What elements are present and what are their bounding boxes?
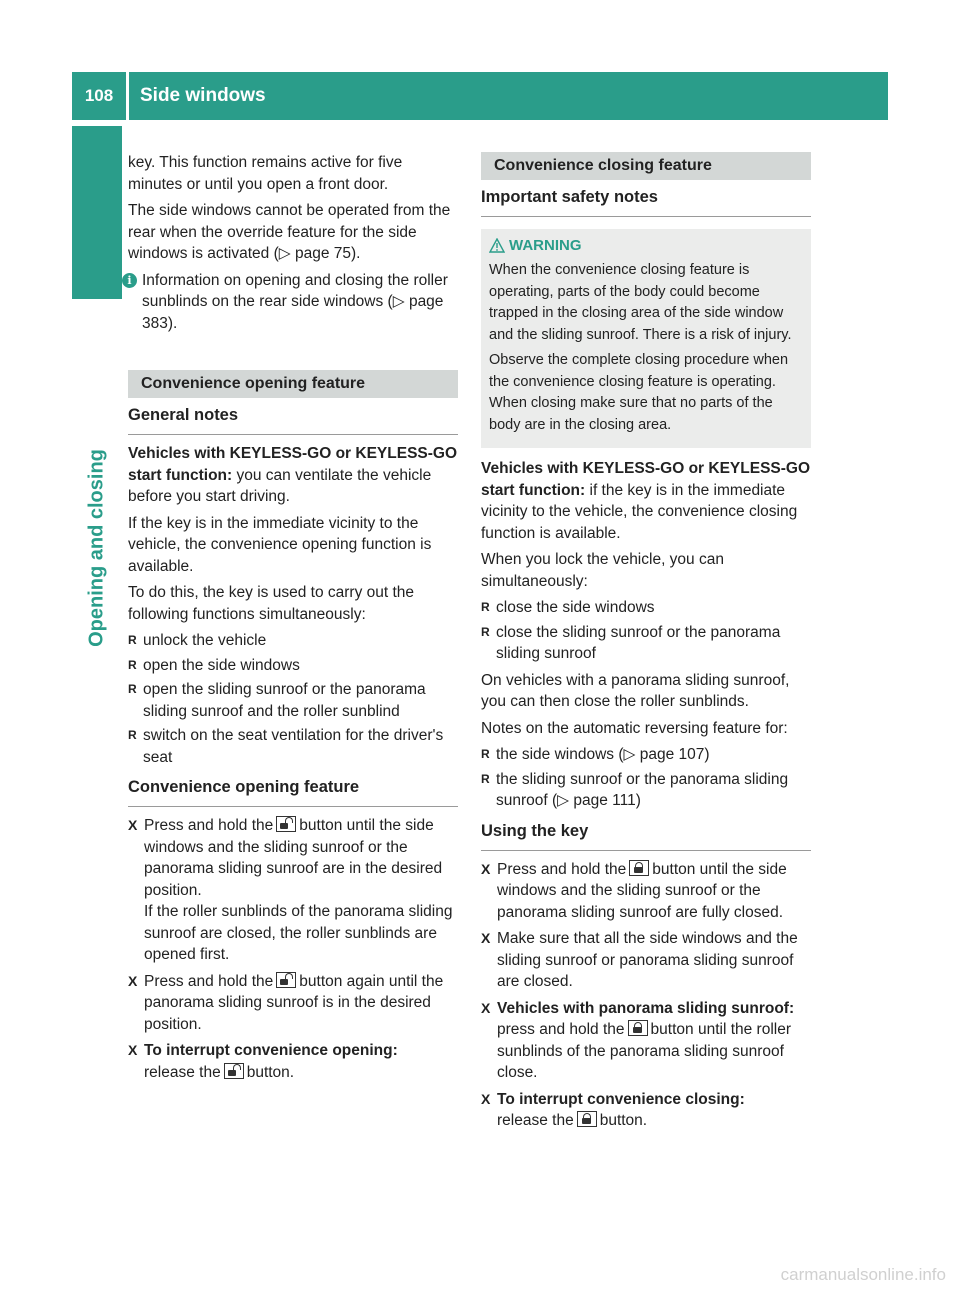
step-text: Press and hold the bbox=[144, 972, 274, 990]
warning-label: WARNING bbox=[509, 237, 582, 254]
watermark: carmanualsonline.info bbox=[780, 1265, 946, 1284]
intro-paragraph: key. This function remains active for five minutes or until you open a front door. bbox=[128, 154, 403, 193]
step-text: button until the side windows and the sliding sunroof or the panorama sliding sunroof are fully closed. bbox=[497, 860, 787, 921]
step-text: button until the roller sunblinds of the panorama sliding sunroof close. bbox=[497, 1021, 791, 1081]
keyless-text: if the key is in the immediate vicinity to the vehicle, the convenience closing function is available. bbox=[481, 481, 798, 542]
todo-paragraph: To do this, the key is used to carry out the following functions simultaneously: bbox=[128, 584, 415, 623]
list-item: R close the sliding sunroof or the panorama sliding sunroof bbox=[481, 622, 811, 665]
list-item: R the side windows (▷ page 107) bbox=[481, 744, 811, 766]
step-marker: X bbox=[481, 1090, 491, 1107]
step-text: Press and hold the bbox=[144, 817, 274, 834]
panorama-paragraph: On vehicles with a panorama sliding sunroof, you can then close the roller sunblinds. bbox=[481, 671, 790, 710]
safety-notes-heading: Important safety notes bbox=[481, 188, 811, 217]
keyless-bold: Vehicles with KEYLESS-GO or KEYLESS-GO start function: bbox=[481, 460, 811, 499]
step-text: button. bbox=[599, 1112, 648, 1129]
unlock-icon bbox=[276, 816, 296, 832]
info-note bbox=[128, 270, 458, 335]
list-item: R open the sliding sunroof or the panorama sliding sunroof and the roller sunblind bbox=[128, 679, 458, 722]
chapter-tab-block bbox=[72, 126, 122, 299]
warning-box bbox=[481, 229, 811, 448]
lock-paragraph: When you lock the vehicle, you can simultaneously: bbox=[481, 551, 724, 590]
closing-step-2 bbox=[481, 928, 811, 993]
step-bold: Vehicles with panorama sliding sunroof: bbox=[497, 999, 795, 1017]
right-column bbox=[481, 152, 811, 1137]
page-title: Side windows bbox=[140, 85, 266, 106]
step-text: release the bbox=[497, 1112, 574, 1129]
step-text: button again until the panorama sliding sunroof is in the desired position. bbox=[144, 972, 444, 1033]
step-note: If the roller sunblinds of the panorama sliding sunroof are closed, the roller sunblinds are opened first. bbox=[144, 903, 453, 963]
step-text: button until the side windows and the sliding sunroof or the panorama sliding sunroof are in the desired position. bbox=[144, 817, 443, 899]
lock-icon bbox=[629, 860, 649, 876]
list-item: R open the side windows bbox=[128, 655, 458, 677]
closing-step-3 bbox=[481, 998, 811, 1084]
page-header bbox=[72, 72, 888, 120]
using-key-heading: Using the key bbox=[481, 822, 811, 851]
section-heading-opening: Convenience opening feature bbox=[128, 370, 458, 398]
reversing-list bbox=[481, 744, 811, 812]
step-text: Press and hold the bbox=[497, 860, 627, 878]
step-bold: To interrupt convenience closing: bbox=[497, 1090, 745, 1108]
step-marker: X bbox=[128, 1042, 138, 1058]
keyless-paragraph bbox=[481, 458, 811, 544]
keyless-paragraph bbox=[128, 443, 458, 508]
notes-paragraph: Notes on the automatic reversing feature for: bbox=[481, 719, 788, 737]
keyless-text: you can ventilate the vehicle before you start driving. bbox=[128, 466, 432, 505]
opening-step-3 bbox=[128, 1040, 458, 1083]
lock-icon bbox=[577, 1111, 597, 1127]
general-notes-heading: General notes bbox=[128, 406, 458, 435]
warning-text-2: Observe the complete closing procedure when the convenience closing feature is operating. When closing make sure that no parts of the body are in the closing area. bbox=[489, 352, 789, 433]
keyless-bold: Vehicles with KEYLESS-GO or KEYLESS-GO start function: bbox=[128, 445, 458, 484]
warning-title bbox=[489, 237, 805, 254]
step-text: button. bbox=[246, 1063, 295, 1081]
key-near-paragraph: If the key is in the immediate vicinity to the vehicle, the convenience opening function is available. bbox=[128, 514, 432, 575]
step-text: press and hold the bbox=[497, 1021, 625, 1038]
opening-step-2 bbox=[128, 971, 458, 1036]
step-text: Make sure that all the side windows and the sliding sunroof or panorama sliding sunroof are closed. bbox=[497, 930, 798, 990]
step-marker: X bbox=[481, 930, 491, 946]
list-item: R close the side windows bbox=[481, 597, 811, 619]
step-marker: X bbox=[128, 972, 138, 989]
override-paragraph: The side windows cannot be operated from the rear when the override feature for the side windows is activated (▷ page 75). bbox=[128, 202, 451, 262]
unlock-icon bbox=[276, 972, 296, 988]
closing-step-4 bbox=[481, 1089, 811, 1132]
info-icon: i bbox=[122, 273, 137, 288]
closing-step-1 bbox=[481, 859, 811, 924]
step-marker: X bbox=[481, 860, 491, 877]
unlock-icon bbox=[224, 1063, 244, 1079]
closing-functions-list bbox=[481, 597, 811, 665]
left-column bbox=[128, 152, 458, 1088]
list-item: R switch on the seat ventilation for the driver's seat bbox=[128, 725, 458, 768]
list-item: R unlock the vehicle bbox=[128, 630, 458, 652]
opening-feature-subheading: Convenience opening feature bbox=[128, 778, 458, 807]
step-marker: X bbox=[128, 817, 138, 833]
opening-step-1 bbox=[128, 815, 458, 966]
chapter-label: Opening and closing bbox=[85, 449, 108, 647]
lock-icon bbox=[628, 1020, 648, 1036]
step-bold: To interrupt convenience opening: bbox=[144, 1042, 398, 1059]
step-marker: X bbox=[481, 999, 491, 1016]
header-divider bbox=[126, 72, 129, 120]
step-text: release the bbox=[144, 1063, 221, 1081]
page-number: 108 bbox=[84, 86, 114, 105]
warning-triangle-icon bbox=[489, 238, 505, 253]
section-heading-closing: Convenience closing feature bbox=[481, 152, 811, 180]
list-item: R the sliding sunroof or the panorama sliding sunroof (▷ page 111) bbox=[481, 769, 811, 812]
opening-functions-list bbox=[128, 630, 458, 768]
info-text: Information on opening and closing the roller sunblinds on the rear side windows (▷ page 383). bbox=[142, 271, 448, 332]
warning-text-1: When the convenience closing feature is operating, parts of the body could become trapped in the closing area of the side window and the sliding sunroof. There is a risk of injury. bbox=[489, 262, 792, 343]
